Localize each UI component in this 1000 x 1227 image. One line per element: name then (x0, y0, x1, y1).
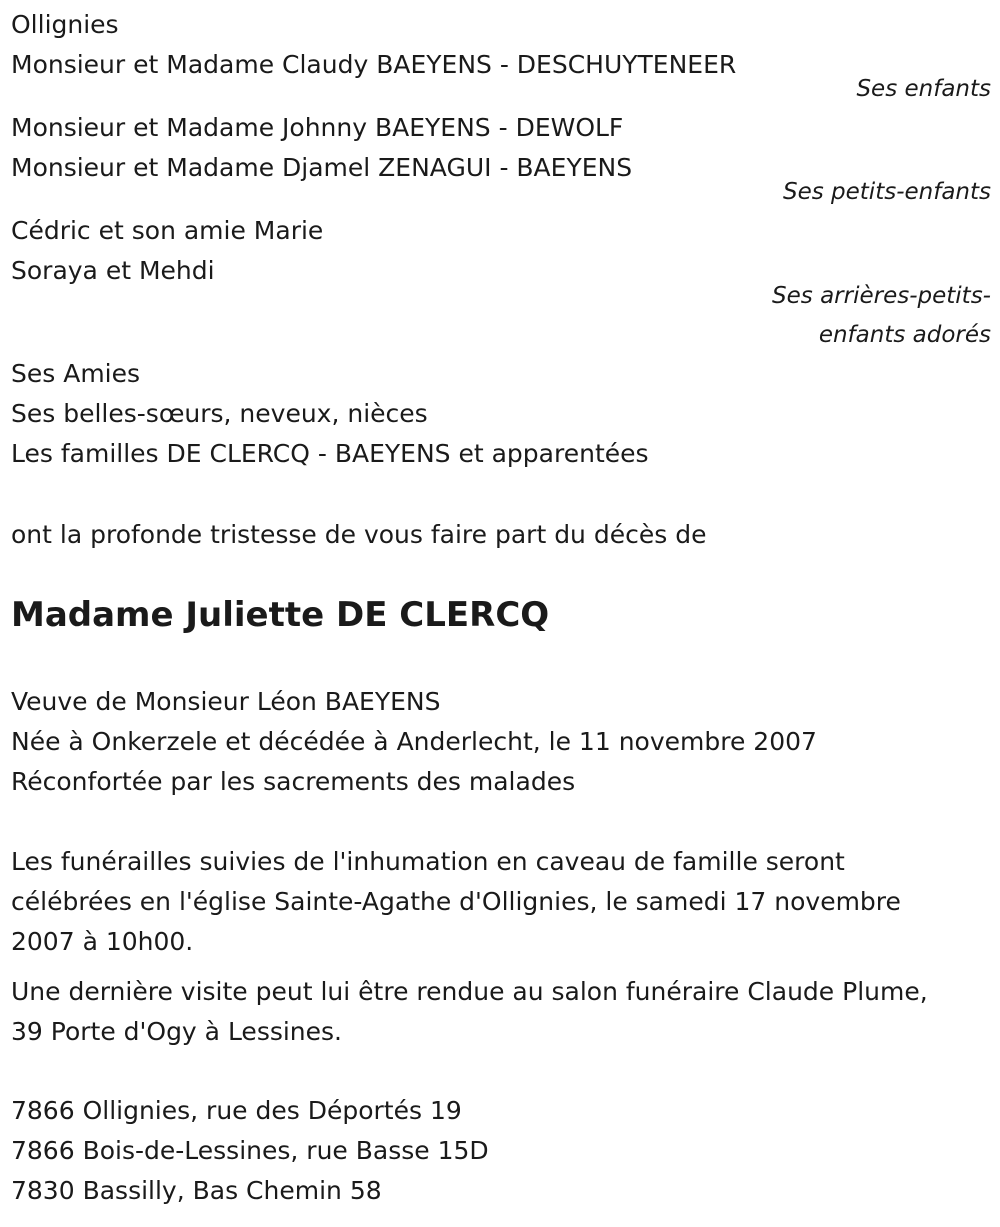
role-great-grandchildren-1: Ses arrières-petits- (772, 283, 991, 309)
child-line-3: Monsieur et Madame Djamel ZENAGUI - BAEYENS (11, 153, 633, 182)
grandchild-line-1: Cédric et son amie Marie (11, 216, 324, 245)
others-line-2: Ses belles-sœurs, neveux, nièces (11, 399, 428, 428)
address-line-1: 7866 Ollignies, rue des Déportés 19 (11, 1096, 462, 1125)
child-line-2: Monsieur et Madame Johnny BAEYENS - DEWOLF (11, 113, 624, 142)
deceased-name: Madame Juliette DE CLERCQ (11, 595, 550, 635)
others-line-1: Ses Amies (11, 359, 141, 388)
address-line-2: 7866 Bois-de-Lessines, rue Basse 15D (11, 1136, 489, 1165)
announcement-text: ont la profonde tristesse de vous faire part du décès de (11, 520, 707, 549)
visit-line-1: Une dernière visite peut lui être rendue au salon funéraire Claude Plume, (11, 977, 928, 1006)
child-line-1: Monsieur et Madame Claudy BAEYENS - DESCHUYTENEER (11, 50, 737, 79)
deceased-detail-3: Réconfortée par les sacrements des malades (11, 767, 576, 796)
deceased-detail-1: Veuve de Monsieur Léon BAEYENS (11, 687, 441, 716)
others-line-3: Les familles DE CLERCQ - BAEYENS et apparentées (11, 439, 649, 468)
deceased-detail-2: Née à Onkerzele et décédée à Anderlecht, le 11 novembre 2007 (11, 727, 817, 756)
role-great-grandchildren-2: enfants adorés (818, 322, 991, 348)
address-line-3: 7830 Bassilly, Bas Chemin 58 (11, 1176, 382, 1205)
visit-line-2: 39 Porte d'Ogy à Lessines. (11, 1017, 343, 1046)
funeral-line-2: célébrées en l'église Sainte-Agathe d'Ollignies, le samedi 17 novembre (11, 887, 901, 916)
role-children: Ses enfants (856, 76, 991, 102)
funeral-line-3: 2007 à 10h00. (11, 927, 194, 956)
grandchild-line-2: Soraya et Mehdi (11, 256, 215, 285)
place-name: Ollignies (11, 10, 119, 39)
funeral-line-1: Les funérailles suivies de l'inhumation en caveau de famille seront (11, 847, 845, 876)
role-grandchildren: Ses petits-enfants (783, 179, 991, 205)
